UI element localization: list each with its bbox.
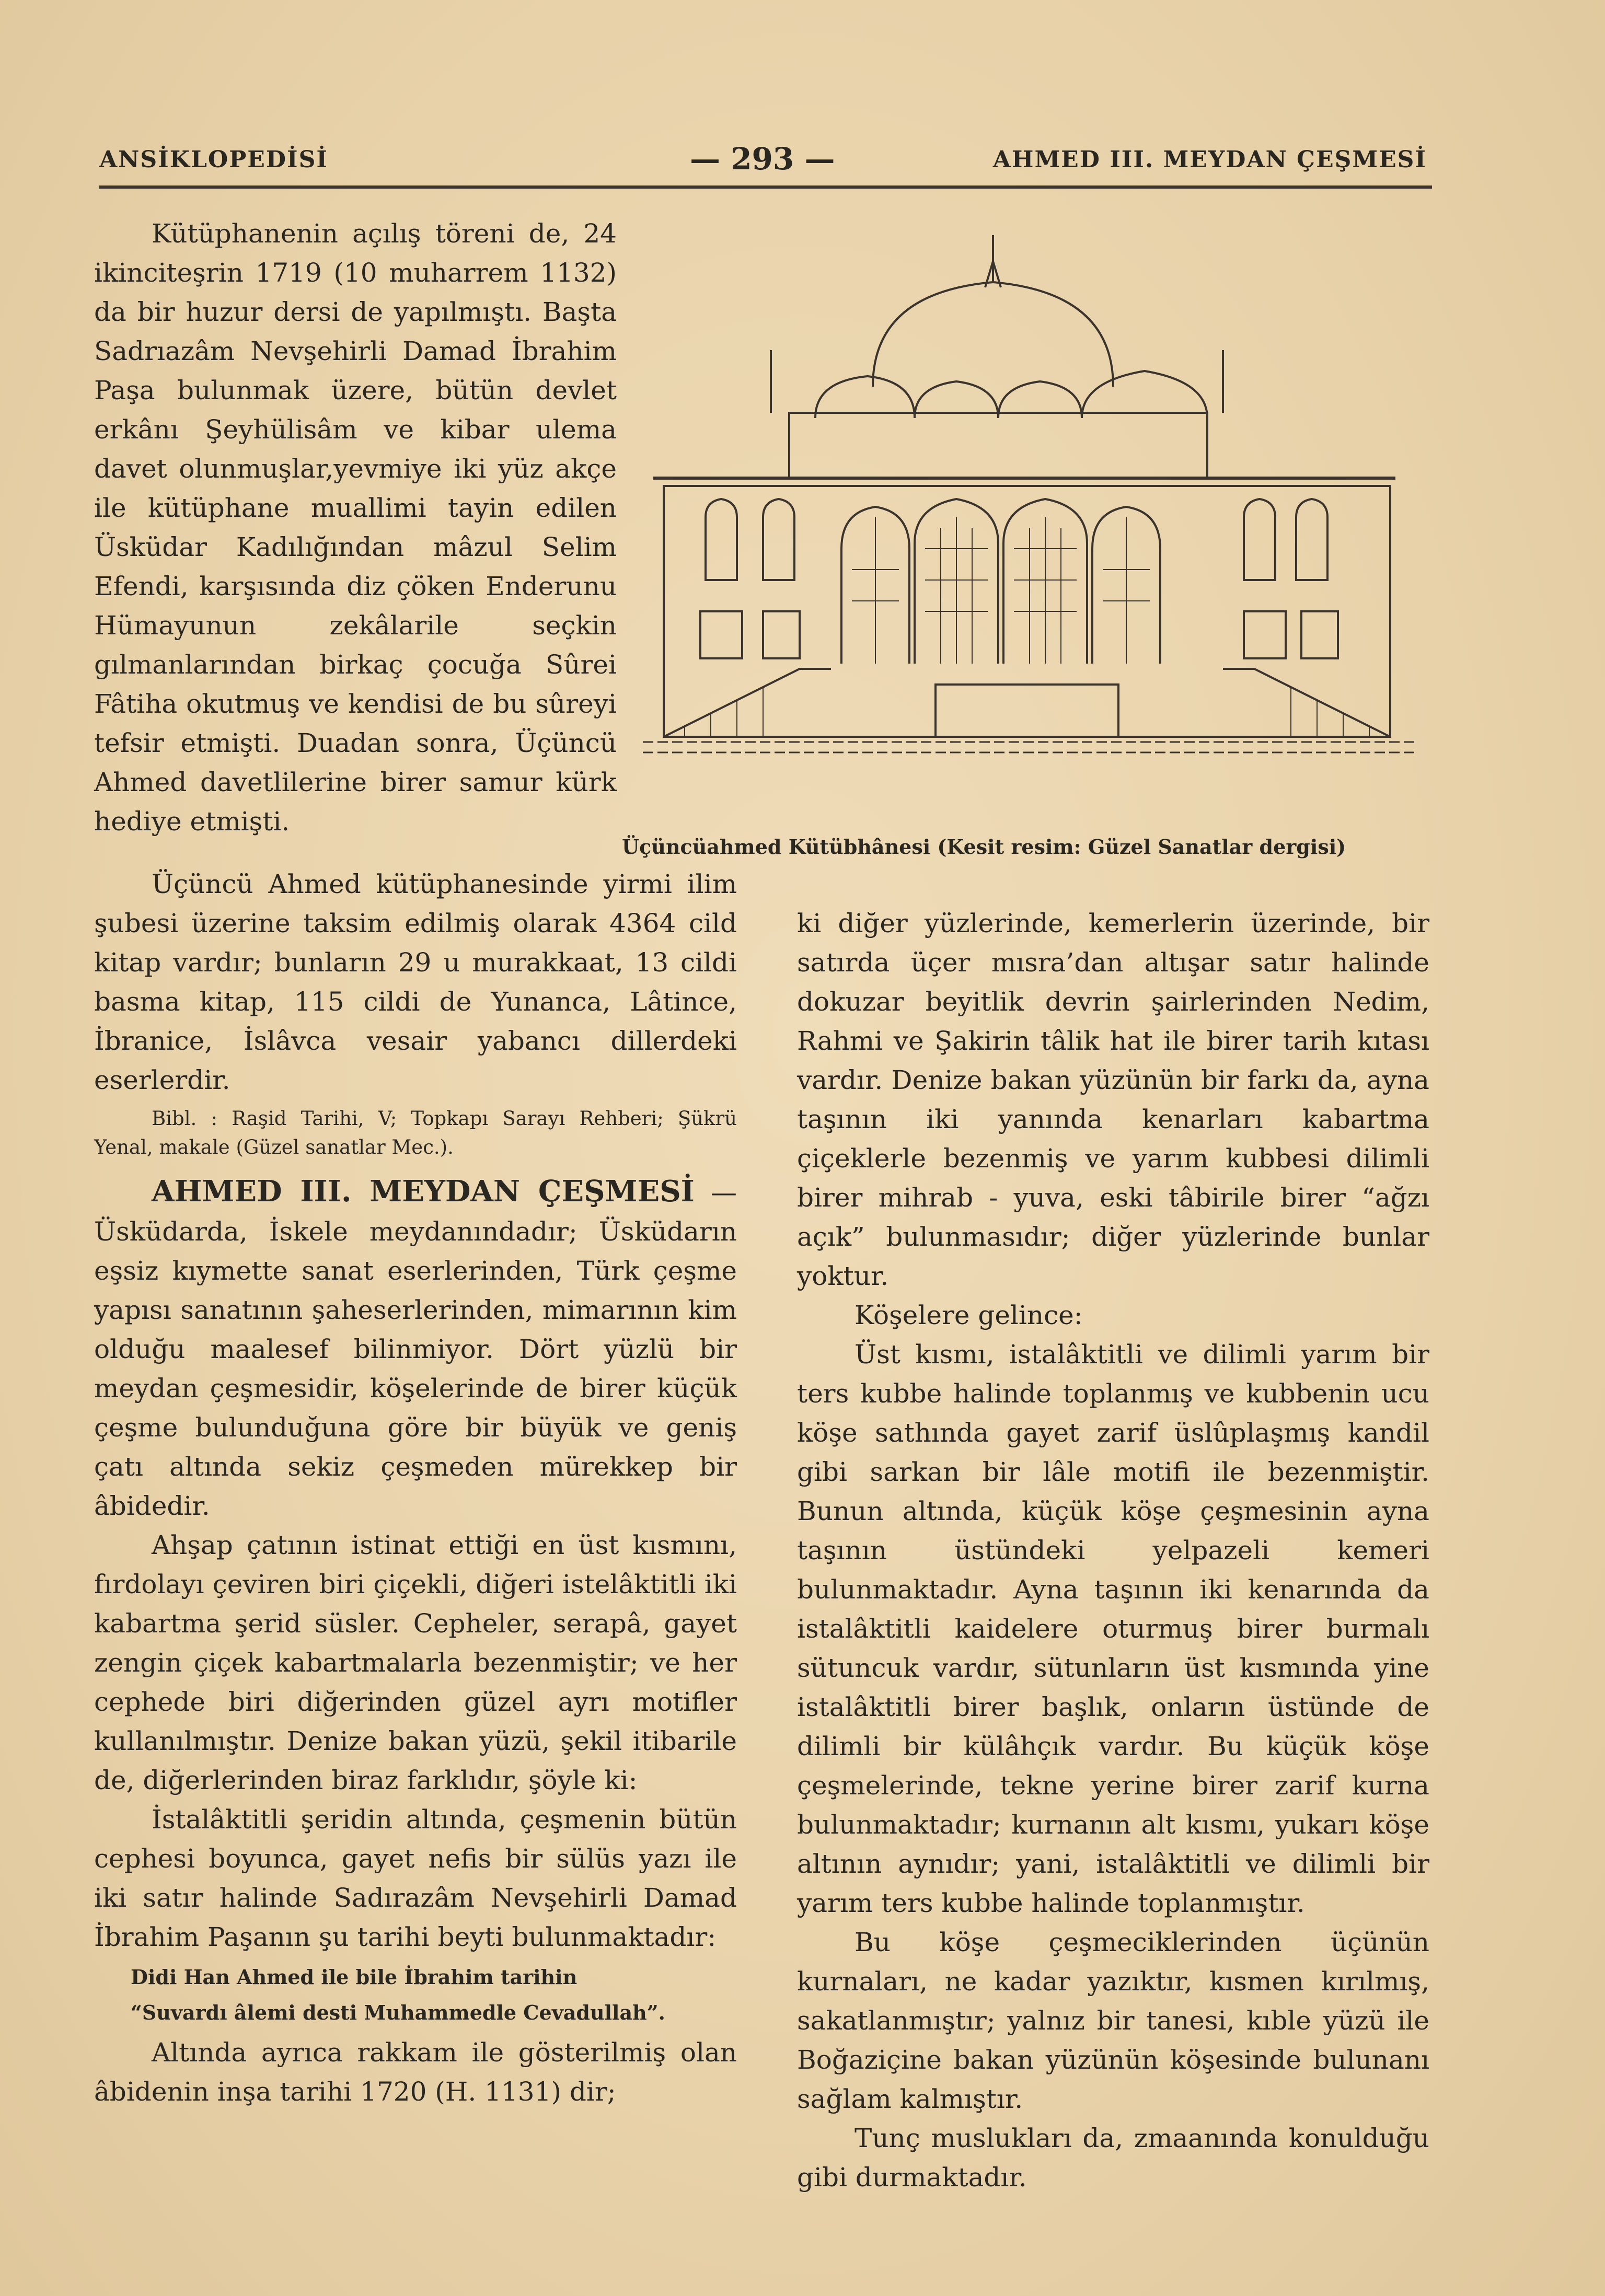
bibliography: Bibl. : Raşid Tarihi, V; Topkapı Sarayı Rehberi; Şükrü Yenal, makale (Güzel sanatlar Mec.). (94, 1107, 737, 1158)
page-header (99, 141, 1427, 183)
paragraph: Ahşap çatının istinat ettiği en üst kısmını, fırdolayı çeviren biri çiçekli, diğeri istelâktitli iki kabartma şerid süsler. Cepheler, serapâ, gayet zengin çiçek kabartmalarla bezenmiştir; ve her cephede biri diğerinden güzel ayrı motifler kullanılmıştır. Denize bakan yüzü, şekil itibarile de, diğerlerinden biraz farklıdır, şöyle ki: (94, 1530, 737, 1795)
right-column (797, 904, 1429, 2197)
entry-title: AHMED III. MEYDAN ÇEŞMESİ (152, 1174, 695, 1209)
entry-paragraph (94, 1172, 737, 1526)
figure-caption: Üçüncüahmed Kütübhânesi (Kesit resim: Güzel Sanatlar dergisi) (622, 835, 1346, 859)
header-rule (99, 185, 1432, 189)
library-drawing (643, 214, 1416, 841)
paragraph: Altında ayrıca rakkam ile gösterilmiş olan âbidenin inşa tarihi 1720 (H. 1131) dir; (94, 2037, 737, 2107)
verse-line: Didi Han Ahmed ile bile İbrahim tarihin (131, 1965, 578, 1989)
page-number: — 293 — (690, 141, 835, 177)
header-right: AHMED III. MEYDAN ÇEŞMESİ (992, 146, 1427, 173)
header-left: ANSİKLOPEDİSİ (99, 146, 328, 173)
verse-line: “Suvardı âlemi desti Muhammedle Cevadullah”. (131, 2001, 665, 2024)
left-top-column (94, 214, 617, 841)
paragraph: Kütüphanenin açılış töreni de, 24 ikinciteşrin 1719 (10 muharrem 1132) da bir huzur dersi de yapılmıştı. Başta Sadrıazâm Nevşehirli Damad İbrahim Paşa bulunmak üzere, bütün devlet erkânı Şeyhülisâm ve kibar ulema davet olunmuşlar,yevmiye iki yüz akçe ile kütüphane muallimi tayin edilen Üsküdar Kadılığından mâzul Selim Efendi, karşısında diz çöken Enderunu Hümayunun zekâlarile seçkin gılmanlarından birkaç çocuğa Sûrei Fâtiha okutmuş ve kendisi de bu sûreyi tefsir etmişti. Duadan sonra, Üçüncü Ahmed davetlilerine birer samur kürk hediye etmişti. (94, 218, 617, 837)
paragraph: Bu köşe çeşmeciklerinden üçünün kurnaları, ne kadar yazıktır, kısmen kırılmış, sakatlanmıştır; yalnız bir tanesi, kıble yüzü ile Boğaziçine bakan yüzünün köşesinde bulunanı sağlam kalmıştır. (797, 1927, 1429, 2114)
paragraph: Üçüncü Ahmed kütüphanesinde yirmi ilim şubesi üzerine taksim edilmiş olarak 4364 cild kitap vardır; bunların 29 u murakkaat, 13 cildi basma kitap, 115 cildi de Yunanca, Lâtince, İbranice, İslâvca vesair yabancı dillerdeki eserlerdir. (94, 869, 737, 1095)
library-elevation-illustration (643, 214, 1416, 841)
paragraph: ki diğer yüzlerinde, kemerlerin üzerinde, bir satırda üçer mısra’dan altışar satır halinde dokuzar beyitlik devrin şairlerinden Nedim, Rahmi ve Şakirin tâlik hat ile birer tarih kıtası vardır. Denize bakan yüzünün bir farkı da, ayna taşının iki yanında kenarları kabartma çiçeklerle bezenmiş ve yarım kubbesi dilimli birer mihrab - yuva, eski tâbirile birer “ağzı açık” bulunmasıdır; diğer yüzlerinde bunlar yoktur. (797, 908, 1429, 1291)
paragraph: Üst kısmı, istalâktitli ve dilimli yarım bir ters kubbe halinde toplanmış ve kubbenin ucu köşe sathında gayet zarif üslûplaşmış kandil gibi sarkan bir lâle motifi ile bezenmiştir. Bunun altında, küçük köşe çeşmesinin ayna taşının üstündeki yelpazeli kemeri bulunmaktadır. Ayna taşının iki kenarında da istalâktitli kaidelere oturmuş birer burmalı sütuncuk vardır, sütunların üst kısmında yine istalâktitli birer başlık, onların üstünde de dilimli bir külâhçık vardır. Bu küçük köşe çeşmelerinde, tekne yerine birer zarif kurna bulunmaktadır; kurnanın alt kısmı, yukarı köşe altının aynıdır; yani, istalâktitli ve dilimli bir yarım ters kubbe halinde toplanmıştır. (797, 1339, 1429, 1918)
paragraph: Köşelere gelince: (855, 1300, 1083, 1330)
paragraph: İstalâktitli şeridin altında, çeşmenin bütün cephesi boyunca, gayet nefis bir sülüs yazı ile iki satır halinde Sadırazâm Nevşehirli Damad İbrahim Paşanın şu tarihi beyti bulunmaktadır: (94, 1804, 737, 1952)
left-column (94, 865, 737, 2112)
paragraph: Tunç muslukları da, zmaanında konulduğu gibi durmaktadır. (797, 2123, 1429, 2193)
entry-text: — Üsküdarda, İskele meydanındadır; Üsküdarın eşsiz kıymette sanat eserlerinden, Türk çeşme yapısı sanatının şaheserlerinden, mimarının kim olduğu maalesef bilinmiyor. Dört yüzlü bir meydan çeşmesidir, köşelerinde de birer küçük çeşme bulunduğuna göre bir büyük ve geniş çatı altında sekiz çeşmeden mürekkep bir âbidedir. (94, 1177, 737, 1521)
